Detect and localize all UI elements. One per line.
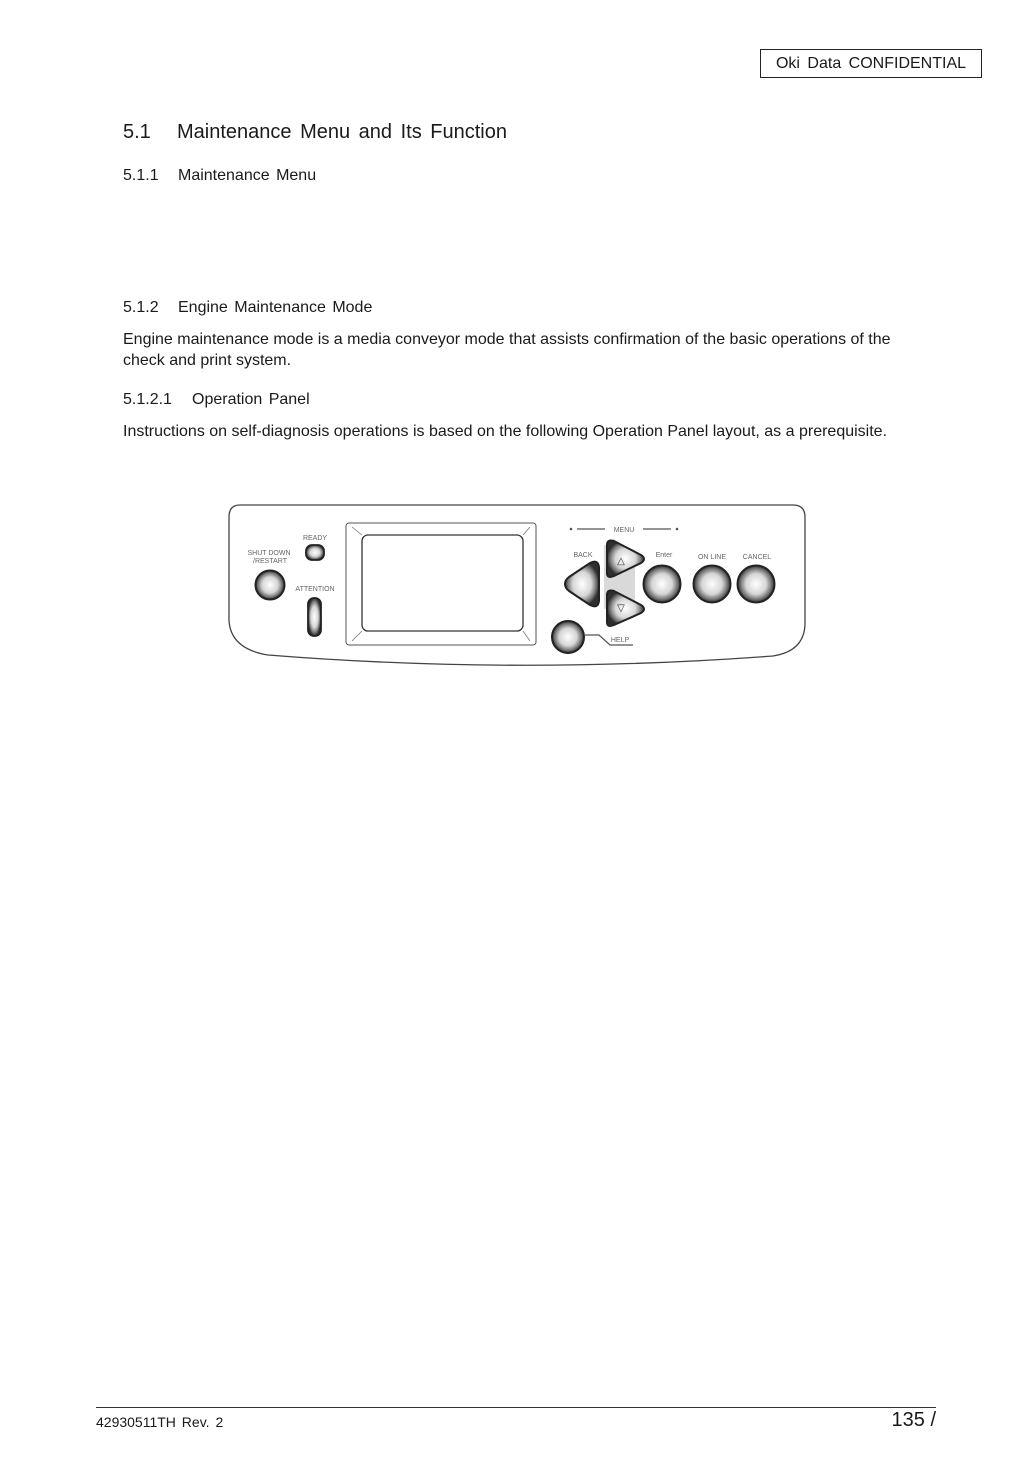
cancel-button[interactable] bbox=[738, 566, 775, 603]
confidential-label: Oki Data CONFIDENTIAL bbox=[760, 49, 982, 78]
subsection-heading-engine-maintenance bbox=[123, 299, 372, 317]
shutdown-label-line2: /RESTART bbox=[253, 558, 287, 565]
up-arrow-icon: △ bbox=[617, 556, 625, 567]
operation-panel-paragraph: Instructions on self-diagnosis operations is based on the following Operation Panel layout, as a prerequisite. bbox=[123, 423, 888, 440]
online-button[interactable] bbox=[694, 566, 731, 603]
subsection-number: 5.1.1 bbox=[123, 167, 159, 184]
cancel-label: CANCEL bbox=[742, 554, 772, 561]
online-label: ON LINE bbox=[697, 554, 727, 561]
back-label: BACK bbox=[573, 552, 593, 559]
down-arrow-icon: ▽ bbox=[617, 603, 625, 614]
subsection-title: Engine Maintenance Mode bbox=[178, 299, 373, 316]
ready-label: READY bbox=[302, 535, 328, 542]
enter-button[interactable] bbox=[644, 566, 681, 603]
help-button[interactable] bbox=[552, 621, 584, 653]
lcd-screen bbox=[362, 535, 523, 631]
menu-label: MENU bbox=[613, 527, 635, 534]
engine-maintenance-paragraph: Engine maintenance mode is a media conveyor mode that assists confirmation of the basic operations of the check and print system. bbox=[123, 331, 891, 369]
section-heading bbox=[123, 121, 507, 144]
shutdown-restart-button[interactable] bbox=[256, 571, 285, 600]
help-label: HELP bbox=[610, 637, 630, 644]
subsection-number: 5.1.2 bbox=[123, 299, 159, 316]
enter-label: Enter bbox=[655, 552, 673, 559]
ready-led bbox=[306, 545, 324, 560]
document-number: 42930511TH Rev. 2 bbox=[96, 1414, 224, 1430]
subsubsection-number: 5.1.2.1 bbox=[123, 391, 172, 408]
attention-led bbox=[308, 598, 321, 636]
attention-label: ATTENTION bbox=[295, 586, 335, 593]
page-number: 135 / bbox=[891, 1409, 936, 1431]
subsection-title: Maintenance Menu bbox=[178, 167, 317, 184]
shutdown-label-line1: SHUT DOWN bbox=[247, 550, 291, 557]
operation-panel-diagram bbox=[228, 503, 808, 671]
subsubsection-title: Operation Panel bbox=[192, 391, 310, 408]
footer-rule bbox=[96, 1407, 936, 1408]
section-title: Maintenance Menu and Its Function bbox=[177, 121, 507, 143]
subsection-heading-maintenance-menu bbox=[123, 167, 316, 185]
subsubsection-heading-operation-panel bbox=[123, 391, 310, 409]
section-number: 5.1 bbox=[123, 121, 151, 143]
